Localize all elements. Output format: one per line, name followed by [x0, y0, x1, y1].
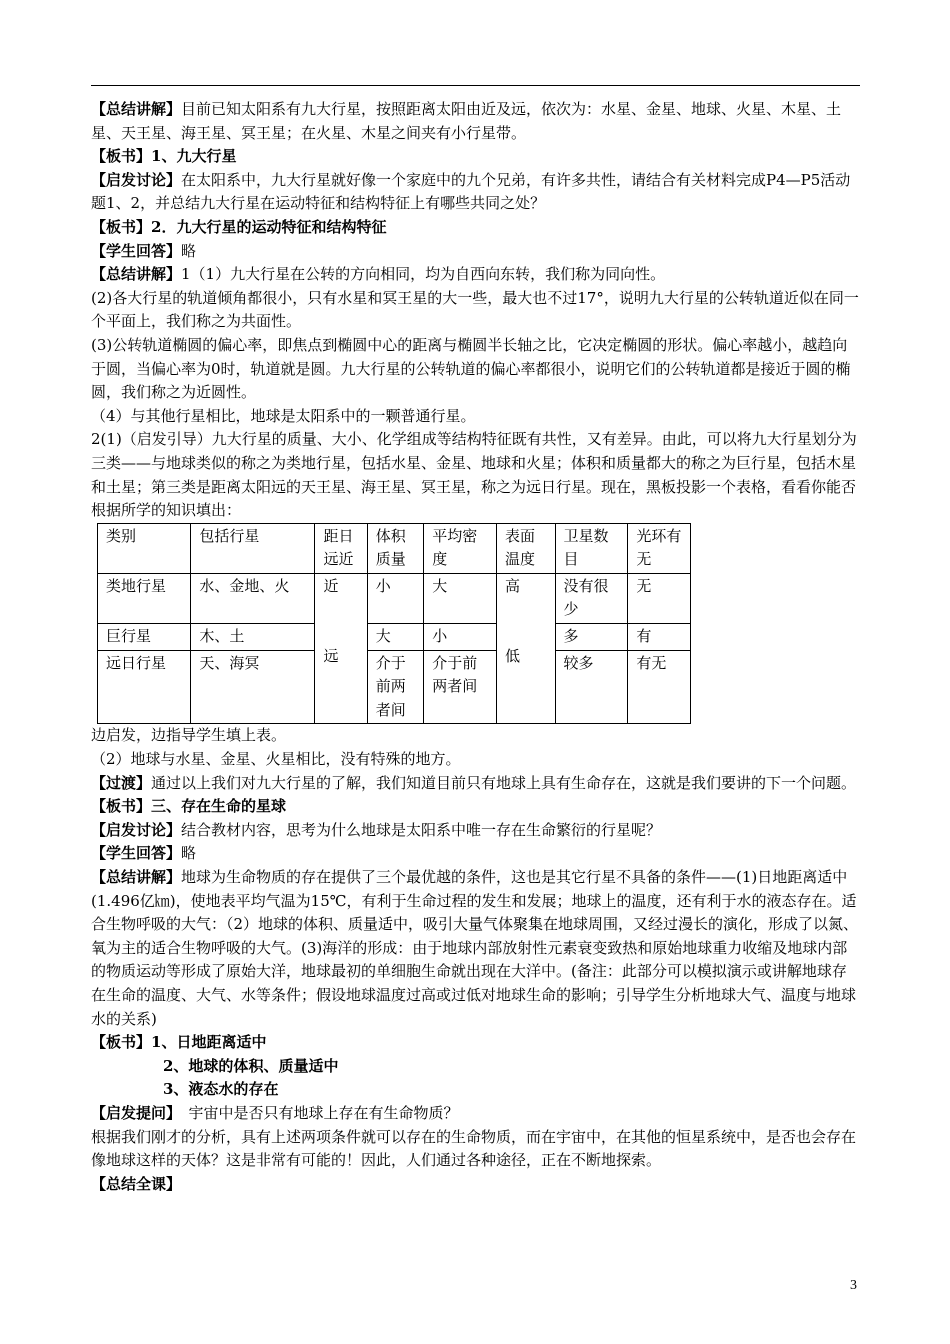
paragraph-text: 2(1)（启发引导）九大行星的质量、大小、化学组成等结构特征既有共性，又有差异。由此，可以将九大行星划分为三类——与地球类似的称之为类地行星，包括水星、金星、地球和火星；体积和质量都大的称之为巨行星，包括木星和土星；第三类是距离太阳远的天王星、海王星、冥王星，称之为远日行星。现在，黑板投影一个表格，看看你能否根据所学的知识填出： — [91, 430, 857, 520]
paragraph — [91, 169, 860, 216]
paragraph-text: 三、存在生命的星球 — [151, 797, 287, 816]
table-row — [98, 624, 691, 651]
table-cell: 小 — [424, 624, 497, 651]
paragraph-text: 在太阳系中，九大行星就好像一个家庭中的九个兄弟，有许多共性，请结合有关材料完成P4—P5活动题1、2，并总结九大行星在运动特征和结构特征上有哪些共同之处？ — [91, 170, 851, 213]
paragraph — [91, 240, 860, 264]
section-tag: 【启发讨论】 — [91, 170, 182, 189]
section-conclusion — [91, 1102, 860, 1196]
temperature-high: 高 — [505, 576, 521, 595]
section-tag: 【启发讨论】 — [91, 820, 182, 839]
table-header-cell: 卫星数目 — [555, 523, 628, 573]
section-tag: 【总结讲解】 — [91, 265, 182, 284]
paragraph — [91, 866, 860, 1031]
paragraph-text: 2．九大行星的运动特征和结构特征 — [151, 217, 387, 236]
planet-classification-table — [97, 523, 691, 725]
table-cell: 较多 — [555, 650, 628, 724]
paragraph-text: 1、日地距离适中 — [151, 1033, 267, 1052]
section-tag: 【启发提问】 — [91, 1103, 174, 1122]
header-rule — [91, 85, 860, 86]
paragraph-text: 通过以上我们对九大行星的了解，我们知道目前只有地球上具有生命存在，这就是我们要讲的下一个问题。 — [151, 773, 857, 792]
table-cell: 天、海冥 — [191, 650, 315, 724]
paragraph-text: （4）与其他行星相比，地球是太阳系中的一颗普通行星。 — [91, 406, 476, 425]
section-planets — [91, 98, 860, 523]
section-tag: 【学生回答】 — [91, 241, 182, 260]
table-cell: 介于前两者间 — [367, 650, 423, 724]
table-header-cell: 距日远近 — [315, 523, 367, 573]
table-cell: 小 — [367, 573, 423, 623]
paragraph — [91, 428, 860, 522]
table-header-cell: 类别 — [98, 523, 191, 573]
paragraph — [91, 748, 860, 772]
table-cell: 大 — [424, 573, 497, 623]
paragraph — [91, 263, 860, 287]
table-header-cell: 平均密度 — [424, 523, 497, 573]
table-cell: 大 — [367, 624, 423, 651]
page-content — [91, 98, 860, 1196]
table-cell: 介于前两者间 — [424, 650, 497, 724]
table-header-cell: 包括行星 — [191, 523, 315, 573]
paragraph — [91, 795, 860, 819]
paragraph — [91, 1173, 860, 1197]
paragraph — [91, 145, 860, 169]
paragraph-text: 略 — [181, 844, 197, 863]
table-cell: 没有很少 — [555, 573, 628, 623]
paragraph-text: （2）地球与水星、金星、火星相比，没有特殊的地方。 — [91, 750, 461, 769]
paragraph-text: 结合教材内容，思考为什么地球是太阳系中唯一存在生命繁衍的行星呢？ — [181, 820, 662, 839]
paragraph — [91, 1102, 860, 1126]
table-cell: 多 — [555, 624, 628, 651]
table-cell-temperature — [497, 573, 555, 724]
paragraph — [91, 1126, 860, 1173]
paragraph-text: 地球为生命物质的存在提供了三个最优越的条件，这也是其它行星不具备的条件——(1)日地距离适中(1.496亿㎞)，使地表平均气温为15℃，有利于生命过程的发生和发展；地球上的温度，还有利于水的液态存在。适合生物呼吸的大气：（2）地球的体积、质量适中，吸引大量气体聚集在地球周围，又经过漫长的演化，形成了以氮、氧为主的适合生物呼吸的大气。(3)海洋的形成：由于地球内部放射性元素衰变致热和原始地球重力收缩及地球内部的物质运动等形成了原始大洋，地球最初的单细胞生命就出现在大洋中。(备注：此部分可以模拟演示或讲解地球存在生命的温度、大气、水等条件；假设地球温度过高或过低对地球生命的影响；引导学生分析地球大气、温度与地球水的关系) — [91, 868, 859, 1028]
paragraph — [91, 98, 860, 145]
section-tag: 【总结讲解】 — [91, 868, 182, 886]
paragraph-text: 1、九大行星 — [151, 147, 237, 166]
section-tag: 【板书】 — [91, 797, 152, 816]
temperature-low: 低 — [505, 647, 521, 666]
section-tag: 【板书】 — [91, 217, 152, 236]
paragraph-text: 根据我们刚才的分析，具有上述两项条件就可以存在的生命物质，而在宇宙中，在其他的恒星系统中，是否也会存在像地球这样的天体？这是非常有可能的！因此，人们通过各种途径，正在不断地探索。 — [91, 1127, 857, 1170]
paragraph-text: 边启发，边指导学生填上表。 — [91, 726, 287, 745]
paragraph-text: 目前已知太阳系有九大行星，按照距离太阳由近及远，依次为：水星、金星、地球、火星、木星、土星、天王星、海王星、冥王星；在火星、木星之间夹有小行星带。 — [91, 100, 842, 142]
table-cell: 远日行星 — [98, 650, 191, 724]
page-number: 3 — [850, 1278, 857, 1293]
paragraph — [91, 772, 860, 796]
paragraph-text: (3)公转轨道椭圆的偏心率，即焦点到椭圆中心的距离与椭圆半长轴之比，它决定椭圆的形状。偏心率越小，越趋向于圆，当偏心率为0时，轨道就是圆。九大行星的公转轨道的偏心率都很小，说明它们的公转轨道都是接近于圆的椭圆，我们称之为近圆性。 — [91, 335, 851, 402]
paragraph — [91, 334, 860, 405]
section-life — [91, 724, 860, 1054]
paragraph-text: (2)各大行星的轨道倾角都很小，只有水星和冥王星的大一些，最大也不过17°，说明九大行星的公转轨道近似在同一个平面上，我们称之为共面性。 — [91, 288, 859, 331]
section-tag: 【板书】 — [91, 1033, 152, 1052]
table-cell: 木、土 — [191, 624, 315, 651]
table-header-cell: 表面温度 — [497, 523, 555, 573]
paragraph — [91, 819, 860, 843]
table-row — [98, 650, 691, 724]
paragraph — [91, 287, 860, 334]
table-header-cell: 光环有无 — [628, 523, 691, 573]
section-tag: 【总结讲解】 — [91, 100, 182, 118]
paragraph — [91, 405, 860, 429]
section-tag: 【总结全课】 — [91, 1174, 182, 1193]
distance-near: 近 — [323, 576, 339, 595]
paragraph — [91, 1031, 860, 1055]
board-item: 2、地球的体积、质量适中 — [163, 1056, 339, 1075]
table-cell: 有 — [628, 624, 691, 651]
section-tag: 【学生回答】 — [91, 844, 182, 863]
section-tag: 【过渡】 — [91, 773, 152, 792]
table-cell: 有无 — [628, 650, 691, 724]
paragraph-text: 1（1）九大行星在公转的方向相同，均为自西向东转，我们称为同向性。 — [181, 265, 666, 284]
paragraph — [91, 842, 860, 866]
section-tag: 【板书】 — [91, 147, 152, 166]
table-cell: 水、金地、火 — [191, 573, 315, 623]
table-header-row — [98, 523, 691, 573]
table-cell-distance — [315, 573, 367, 724]
table-cell: 类地行星 — [98, 573, 191, 623]
table-cell: 无 — [628, 573, 691, 623]
board-item: 3、液态水的存在 — [163, 1080, 279, 1099]
paragraph — [91, 216, 860, 240]
table-row — [98, 573, 691, 623]
table-cell: 巨行星 — [98, 624, 191, 651]
paragraph — [91, 724, 860, 748]
paragraph-text: 宇宙中是否只有地球上存在有生命物质？ — [173, 1103, 459, 1122]
distance-far: 远 — [323, 647, 339, 666]
table-header-cell: 体积质量 — [367, 523, 423, 573]
paragraph-text: 略 — [181, 241, 197, 260]
